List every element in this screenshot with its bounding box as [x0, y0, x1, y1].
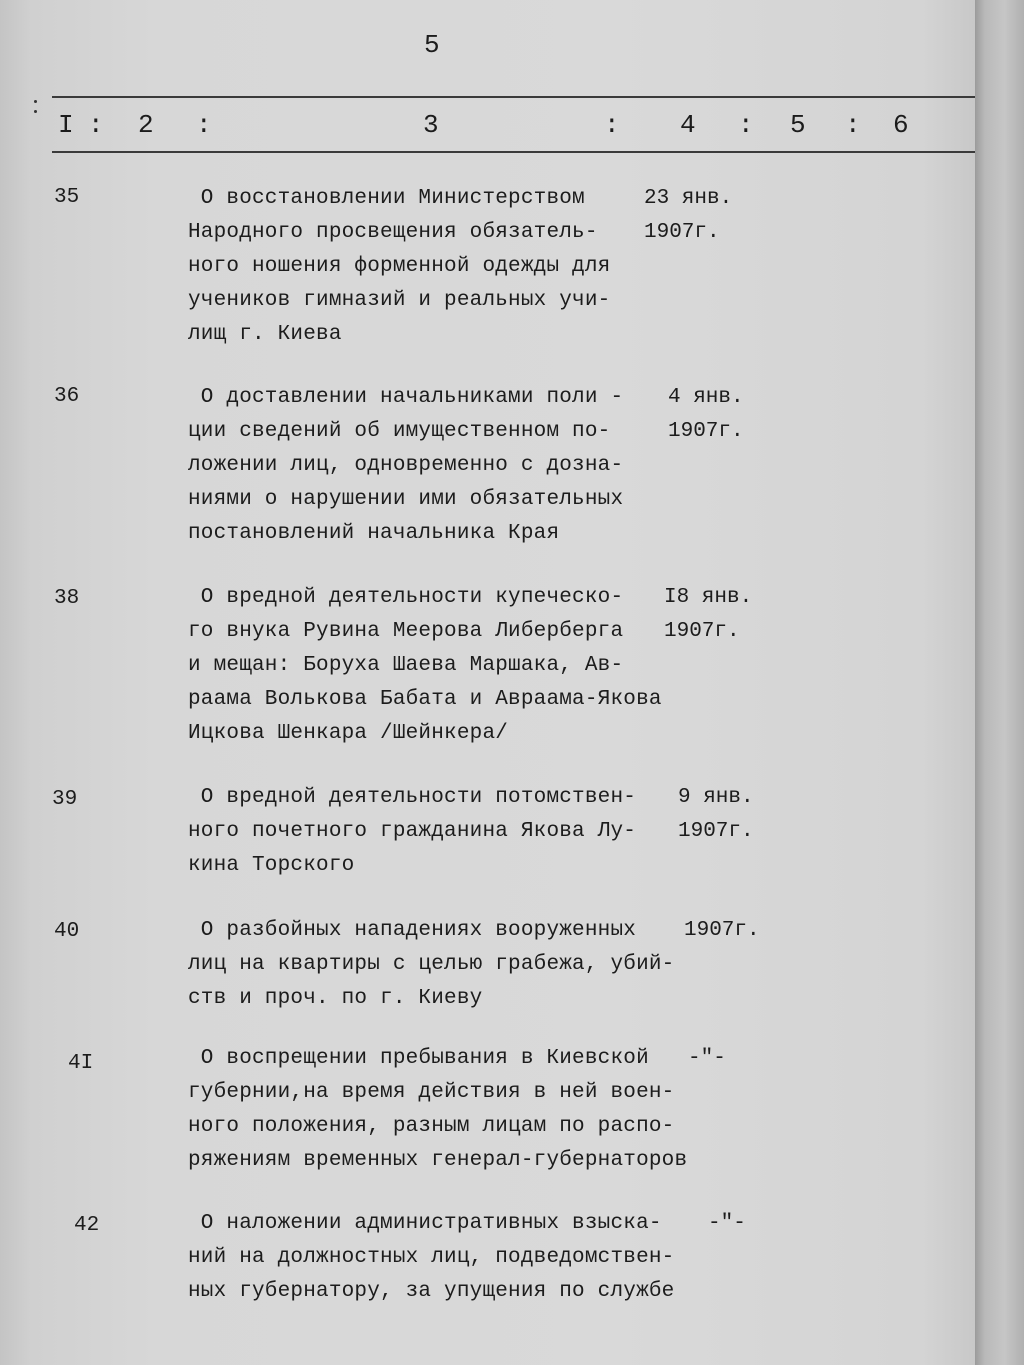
entry-line: ного почетного гражданина Якова Лу- [188, 820, 637, 843]
entry-date-line: I8 янв. [664, 586, 753, 609]
entry-line: О доставлении начальниками поли - [188, 386, 624, 409]
entry-description [188, 381, 688, 551]
entry-date [668, 381, 808, 449]
column-header-1: I [58, 110, 74, 140]
entry-line: и мещан: Боруха Шаева Маршака, Ав- [188, 654, 624, 677]
entry-description [188, 182, 688, 352]
column-header-3: 3 [423, 110, 439, 140]
entry-line: губернии,на время действия в ней воен- [188, 1081, 675, 1104]
entry-date-line: 23 янв. [644, 187, 733, 210]
entry-line: постановлений начальника Края [188, 522, 560, 545]
entry-line: ложении лиц, одновременно с дозна- [188, 454, 624, 477]
entry-date-line: 9 янв. [678, 786, 754, 809]
entry-line: ниями о нарушении ими обязательных [188, 488, 624, 511]
margin-mark [34, 100, 37, 103]
entry-number: 4I [68, 1052, 94, 1075]
header-bottom-rule [52, 151, 975, 153]
entry-description [188, 1042, 688, 1178]
entry-date-line: 1907г. [684, 919, 760, 942]
entry-line: ряжениям временных генерал-губернаторов [188, 1149, 688, 1172]
entry-date-line: -"- [688, 1047, 726, 1070]
column-header-5: 5 [790, 110, 806, 140]
entry-line: О вредной деятельности купеческо- [188, 586, 624, 609]
column-separator: : [88, 110, 104, 140]
entry-date [688, 1042, 828, 1076]
entry-date-line: 1907г. [664, 620, 740, 643]
entry-description [188, 914, 688, 1016]
header-top-rule [52, 96, 975, 98]
entry-line: кина Торского [188, 854, 355, 877]
entry-number: 36 [54, 385, 80, 408]
entry-date-line: -"- [708, 1212, 746, 1235]
entry-line: О восстановлении Министерством [188, 187, 585, 210]
entry-date [664, 581, 804, 649]
entry-date [678, 781, 818, 849]
column-header-2: 2 [138, 110, 154, 140]
entry-number: 39 [52, 788, 78, 811]
entry-number: 40 [54, 920, 80, 943]
entry-line: О вредной деятельности потомствен- [188, 786, 637, 809]
entry-line: ции сведений об имущественном по- [188, 420, 611, 443]
entry-number: 35 [54, 186, 80, 209]
entry-line: го внука Рувина Меерова Либерберга [188, 620, 624, 643]
entry-line: ного положения, разным лицам по распо- [188, 1115, 675, 1138]
entry-line: Народного просвещения обязатель- [188, 221, 598, 244]
entry-date-line: 1907г. [668, 420, 744, 443]
entry-line: О разбойных нападениях вооруженных [188, 919, 637, 942]
entry-date [708, 1207, 848, 1241]
entry-line: Ицкова Шенкара /Шейнкера/ [188, 722, 509, 745]
column-separator: : [845, 110, 861, 140]
entry-number: 42 [74, 1214, 100, 1237]
column-separator: : [196, 110, 212, 140]
column-separator: : [604, 110, 620, 140]
entry-line: ств и проч. по г. Киеву [188, 987, 483, 1010]
entry-date-line: 1907г. [644, 221, 720, 244]
margin-mark [34, 110, 37, 113]
page-edge-shadow [975, 0, 1024, 1365]
entry-line: лищ г. Киева [188, 323, 342, 346]
column-separator: : [738, 110, 754, 140]
entry-line: ного ношения форменной одежды для [188, 255, 611, 278]
entry-description [188, 1207, 688, 1309]
entry-line: учеников гимназий и реальных учи- [188, 289, 611, 312]
entry-date [644, 182, 784, 250]
entry-line: раама Волькова Бабата и Авраама-Якова [188, 688, 662, 711]
entry-line: лиц на квартиры с целью грабежа, убий- [188, 953, 675, 976]
column-header-6: 6 [893, 110, 909, 140]
entry-date-line: 4 янв. [668, 386, 744, 409]
entry-line: ных губернатору, за упущения по службе [188, 1280, 675, 1303]
entry-line: О наложении административных взыска- [188, 1212, 662, 1235]
entry-line: О воспрещении пребывания в Киевской [188, 1047, 649, 1070]
entry-date [684, 914, 824, 948]
page-number: 5 [424, 30, 440, 60]
column-header-4: 4 [680, 110, 696, 140]
entry-description [188, 581, 688, 751]
entry-number: 38 [54, 587, 80, 610]
entry-date-line: 1907г. [678, 820, 754, 843]
entry-line: ний на должностных лиц, подведомствен- [188, 1246, 675, 1269]
entry-description [188, 781, 688, 883]
